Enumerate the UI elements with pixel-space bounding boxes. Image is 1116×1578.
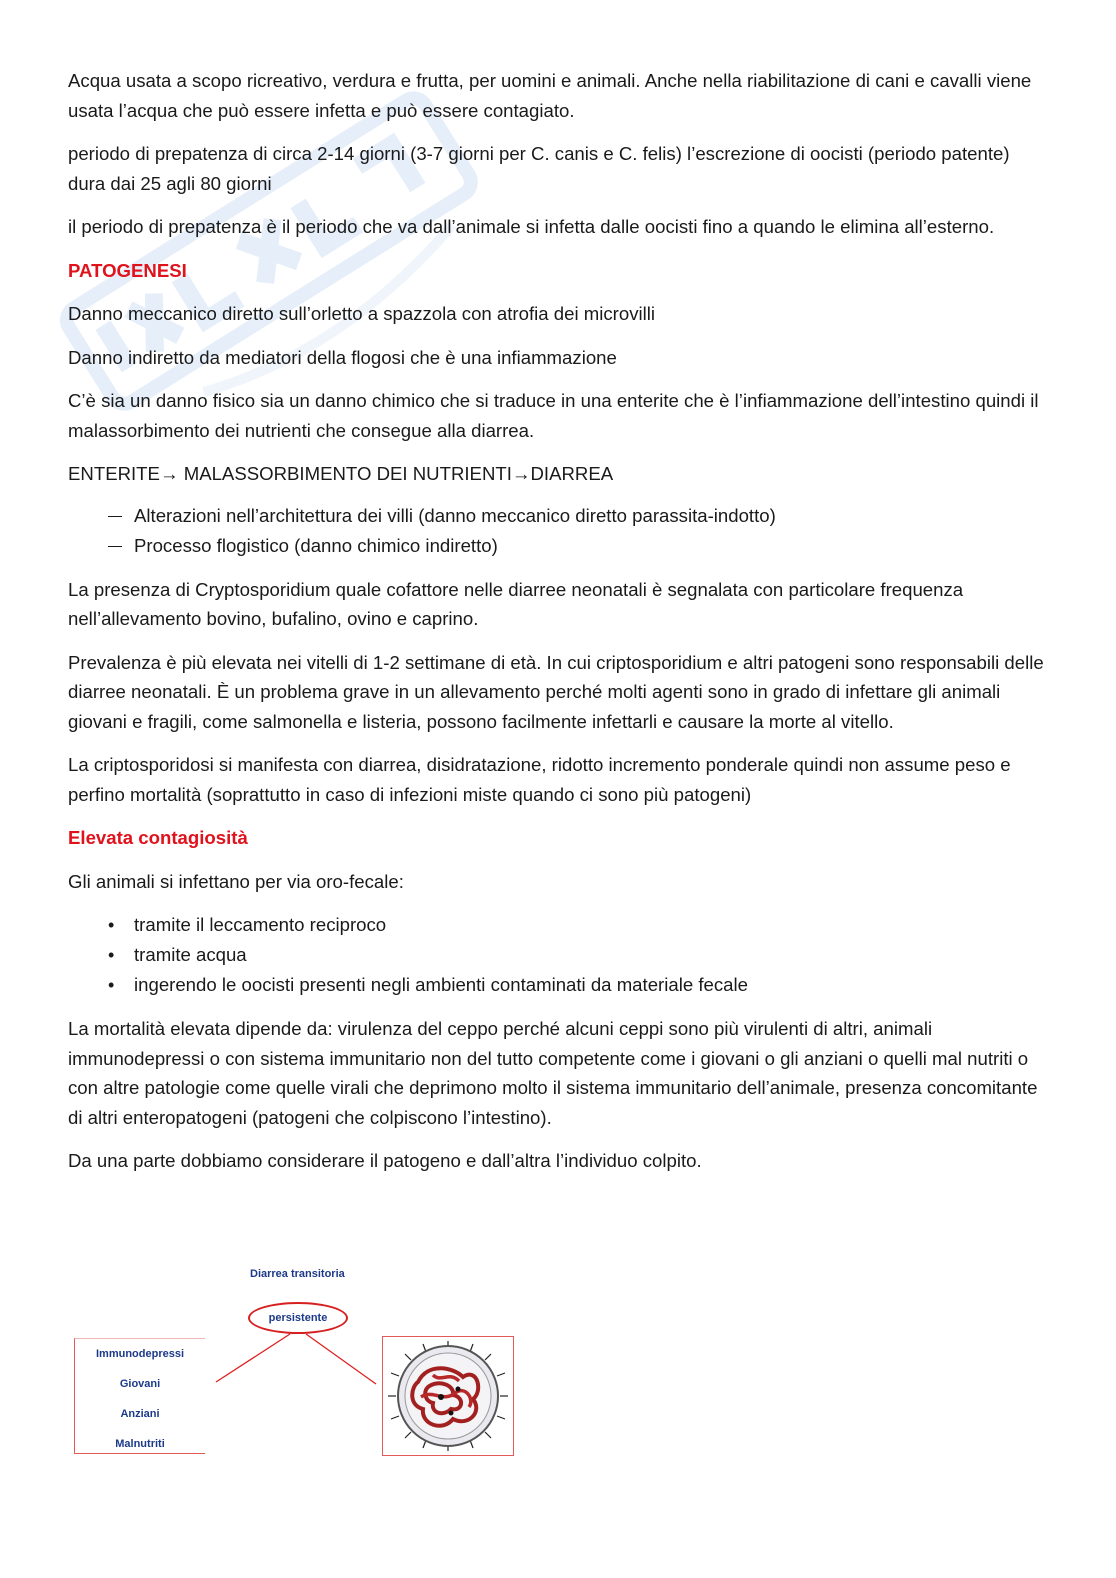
paragraph-danno-fisico-chimico: C’è sia un danno fisico sia un danno chimico che si traduce in una enterite che è l’infiammazione dell’intestino quindi il malassorbimento dei nutrienti che consegue alla diarrea. [68, 390, 1039, 441]
paragraph-periodo-prepatenza: il periodo di prepatenza è il periodo che va dall’animale si infetta dalle oocisti fino a quando le elimina all’esterno. [68, 216, 995, 237]
heading-contagiosita: Elevata contagiosità [68, 827, 248, 848]
paragraph-prepatenza: periodo di prepatenza di circa 2-14 giorni (3-7 giorni per C. canis e C. felis) l’escrezione di oocisti (periodo patente) dura dai 25 agli 80 giorni [68, 143, 1010, 194]
bullet-item: • ingerendo le oocisti presenti negli ambienti contaminati da materiale fecale [68, 970, 1048, 1000]
pathogen-illustration [382, 1336, 514, 1456]
oval-label: persistente [268, 1312, 328, 1324]
paragraph-mortalita: La mortalità elevata dipende da: virulenza del ceppo perché alcuni ceppi sono più virulenti di altri, animali immunodepressi o con sistema immunitario non del tutto competente come i giovani o gli anziani o quelli mal nutriti o con altre patologie come quelle virali che deprimono molto il sistema immunitario dell’animale, presenza concomitante di altri enteropatogeni (patogeni che colpiscono l’intestino). [68, 1018, 1038, 1128]
bullet-list [68, 910, 1048, 1000]
heading-patogenesi: PATOGENESI [68, 259, 187, 281]
paragraph-criptosporidosi: La criptosporidosi si manifesta con diarrea, disidratazione, ridotto incremento ponderale quindi non assume peso e perfino mortalità (soprattutto in caso di infezioni miste quando ci sono più patogeni) [68, 754, 1011, 805]
diagram-title: Diarrea transitoria [250, 1268, 345, 1280]
host-item: Malnutriti [115, 1438, 165, 1450]
dash-item: Processo flogistico (danno chimico indiretto) [68, 531, 1048, 561]
diagram-oval-persistente [248, 1302, 348, 1334]
paragraph-acqua: Acqua usata a scopo ricreativo, verdura e frutta, per uomini e animali. Anche nella riabilitazione di cani e cavalli viene usata l’acqua che può essere infetta e può essere contagiato. [68, 70, 1032, 121]
paragraph-danno-meccanico: Danno meccanico diretto sull’orletto a spazzola con atrofia dei microvilli [68, 303, 656, 324]
paragraph-danno-indiretto: Danno indiretto da mediatori della flogosi che è una infiammazione [68, 346, 617, 368]
bullet-item: • tramite il leccamento reciproco [68, 910, 1048, 940]
host-item: Immunodepressi [95, 1348, 185, 1360]
paragraph-via-oro-fecale: Gli animali si infettano per via oro-fecale: [68, 870, 404, 892]
paragraph-patogeno-individuo: Da una parte dobbiamo considerare il patogeno e dall’altra l’individuo colpito. [68, 1150, 702, 1171]
paragraph-cryptosporidium-cofattore: La presenza di Cryptosporidium quale cofattore nelle diarree neonatali è segnalata con particolare frequenza nell’allevamento bovino, bufalino, ovino e caprino. [68, 578, 964, 629]
document-body [68, 66, 1048, 1176]
diagram-host-box [74, 1338, 205, 1454]
flow-enterite-diarrea: ENTERITE→ MALASSORBIMENTO DEI NUTRIENTI→DIARREA [68, 463, 614, 484]
dash-list [68, 501, 1048, 561]
bullet-item: • tramite acqua [68, 940, 1048, 970]
host-item: Giovani [119, 1378, 161, 1390]
pathogen-cell-icon [383, 1337, 513, 1455]
diagram-diarrea [70, 1262, 530, 1462]
host-item: Anziani [120, 1408, 160, 1420]
dash-item: Alterazioni nell’architettura dei villi (danno meccanico diretto parassita-indotto) [68, 501, 1048, 531]
paragraph-prevalenza: Prevalenza è più elevata nei vitelli di 1-2 settimane di età. In cui criptosporidium e altri patogeni sono responsabili delle diarree neonatali. È un problema grave in un allevamento perché molti agenti sono in grado di infettare gli animali giovani e fragili, come salmonella e listeria, possono facilmente infettarli e causare la morte al vitello. [68, 651, 1044, 732]
